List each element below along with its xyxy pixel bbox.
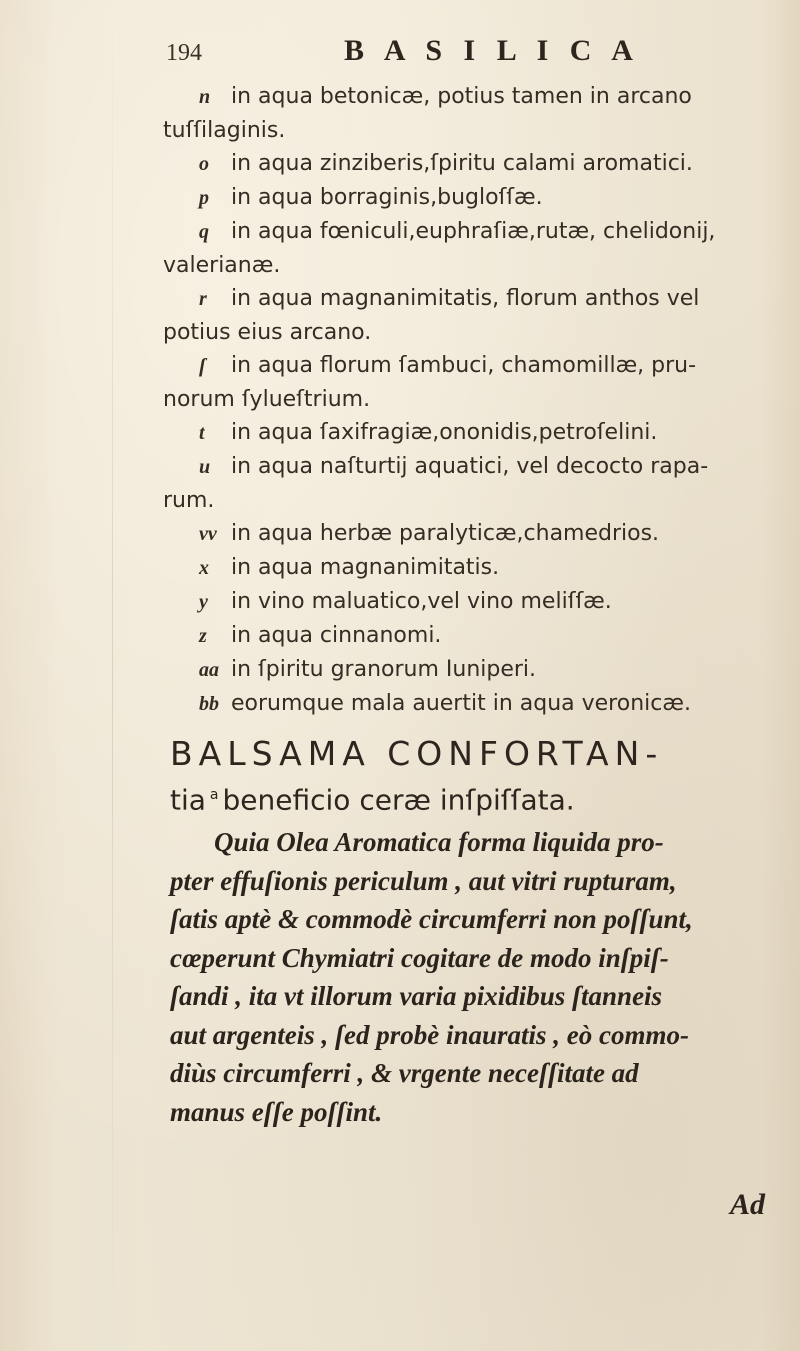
- recipe-key: q: [199, 221, 209, 243]
- page-number: 194: [166, 40, 202, 66]
- paragraph-line: ſandi , ita vt illorum varia pixidibus ſtanneis: [170, 981, 663, 1011]
- recipe-line: [163, 416, 783, 450]
- recipe-text: in ſpiritu granorum Iuniperi.: [231, 657, 537, 682]
- section-heading-line-2: [170, 775, 790, 820]
- recipe-key: bb: [199, 693, 219, 715]
- recipe-key: y: [199, 591, 208, 613]
- recipe-key: t: [199, 422, 205, 444]
- recipe-line: [163, 282, 783, 316]
- recipe-line: [163, 316, 783, 349]
- recipe-text: norum ſylueſtrium.: [163, 387, 371, 412]
- recipe-text: eorumque mala auertit in aqua veronicæ.: [231, 691, 691, 716]
- paragraph-line: manus eſſe poſſint.: [170, 1096, 383, 1127]
- recipe-key: ſ: [199, 355, 206, 377]
- paragraph-line: Quia Olea Aromatica forma liquida pro-: [214, 827, 664, 857]
- recipe-line: [163, 181, 783, 215]
- recipe-text: in aqua fœniculi,euphraſiæ,rutæ, chelidonij,: [231, 219, 716, 244]
- running-head: B A S I L I C A: [344, 34, 640, 67]
- recipe-line: [163, 215, 783, 249]
- recipe-text: in aqua magnanimitatis, florum anthos vel: [231, 286, 700, 311]
- section-heading-line-1: BALSAMA CONFORTAN-: [170, 734, 664, 773]
- recipe-line: [163, 517, 783, 551]
- recipe-line: [163, 551, 783, 585]
- recipe-line: [163, 349, 783, 383]
- recipe-line: [163, 450, 783, 484]
- recipe-key: u: [199, 456, 211, 478]
- recipe-text: in aqua ſaxifragiæ,ononidis,petroſelini.: [231, 420, 658, 445]
- recipe-text: in aqua cinnanomi.: [231, 623, 442, 648]
- recipe-line: [163, 147, 783, 181]
- catchword: Ad: [730, 1188, 766, 1221]
- recipe-key: aa: [199, 659, 219, 681]
- recipe-line: [163, 484, 783, 517]
- recipe-key: o: [199, 153, 209, 175]
- recipe-key: x: [199, 557, 209, 579]
- recipe-text: in aqua naſturtij aquatici, vel decocto rapa-: [231, 454, 709, 479]
- italic-paragraph: [170, 823, 790, 1131]
- recipe-text: tuſſilaginis.: [163, 118, 286, 143]
- paragraph-line: pter effuſionis periculum , aut vitri rupturam,: [170, 865, 677, 896]
- recipe-text: in aqua zinziberis,ſpiritu calami aromatici.: [231, 151, 693, 176]
- recipe-line: [163, 687, 783, 721]
- section-heading: [170, 733, 790, 820]
- recipe-text: potius eius arcano.: [163, 320, 372, 345]
- recipe-key: n: [199, 86, 211, 108]
- recipe-key: r: [199, 288, 207, 310]
- recipe-line: [163, 114, 783, 147]
- heading-word: tia: [170, 783, 206, 817]
- recipe-key: p: [199, 187, 209, 209]
- recipe-text: valerianæ.: [163, 253, 281, 278]
- recipe-key: vv: [199, 523, 217, 545]
- paragraph-line: aut argenteis , ſed probè inauratis , eò commo-: [170, 1019, 689, 1050]
- heading-phrase: beneficio ceræ inſpiſſata.: [222, 783, 575, 817]
- recipe-text: in aqua florum ſambuci, chamomillæ, pru-: [231, 353, 697, 378]
- recipe-text: in aqua herbæ paralyticæ,chamedrios.: [231, 521, 660, 546]
- paragraph-line: ſatis aptè & commodè circumferri non poſſunt,: [170, 904, 693, 934]
- recipe-line: [163, 619, 783, 653]
- paragraph-line: diùs circumferri , & vrgente neceſſitate ad: [170, 1058, 639, 1088]
- footnote-marker: a: [209, 787, 219, 803]
- recipe-line: [163, 585, 783, 619]
- recipe-line: [163, 249, 783, 282]
- recipe-line: [163, 80, 783, 114]
- recipe-line: [163, 653, 783, 687]
- paragraph-line: cœperunt Chymiatri cogitare de modo inſpiſ-: [170, 942, 669, 973]
- recipe-list: [163, 80, 783, 721]
- recipe-text: in aqua magnanimitatis.: [231, 555, 500, 580]
- recipe-text: in vino maluatico,vel vino meliſſæ.: [231, 589, 612, 614]
- recipe-line: [163, 383, 783, 416]
- page-fold-shadow: [112, 0, 113, 1351]
- recipe-text: in aqua betonicæ, potius tamen in arcano: [231, 84, 692, 109]
- recipe-key: z: [199, 625, 207, 647]
- recipe-text: rum.: [163, 488, 215, 513]
- recipe-text: in aqua borraginis,bugloſſæ.: [231, 185, 543, 210]
- page-header: [166, 34, 766, 82]
